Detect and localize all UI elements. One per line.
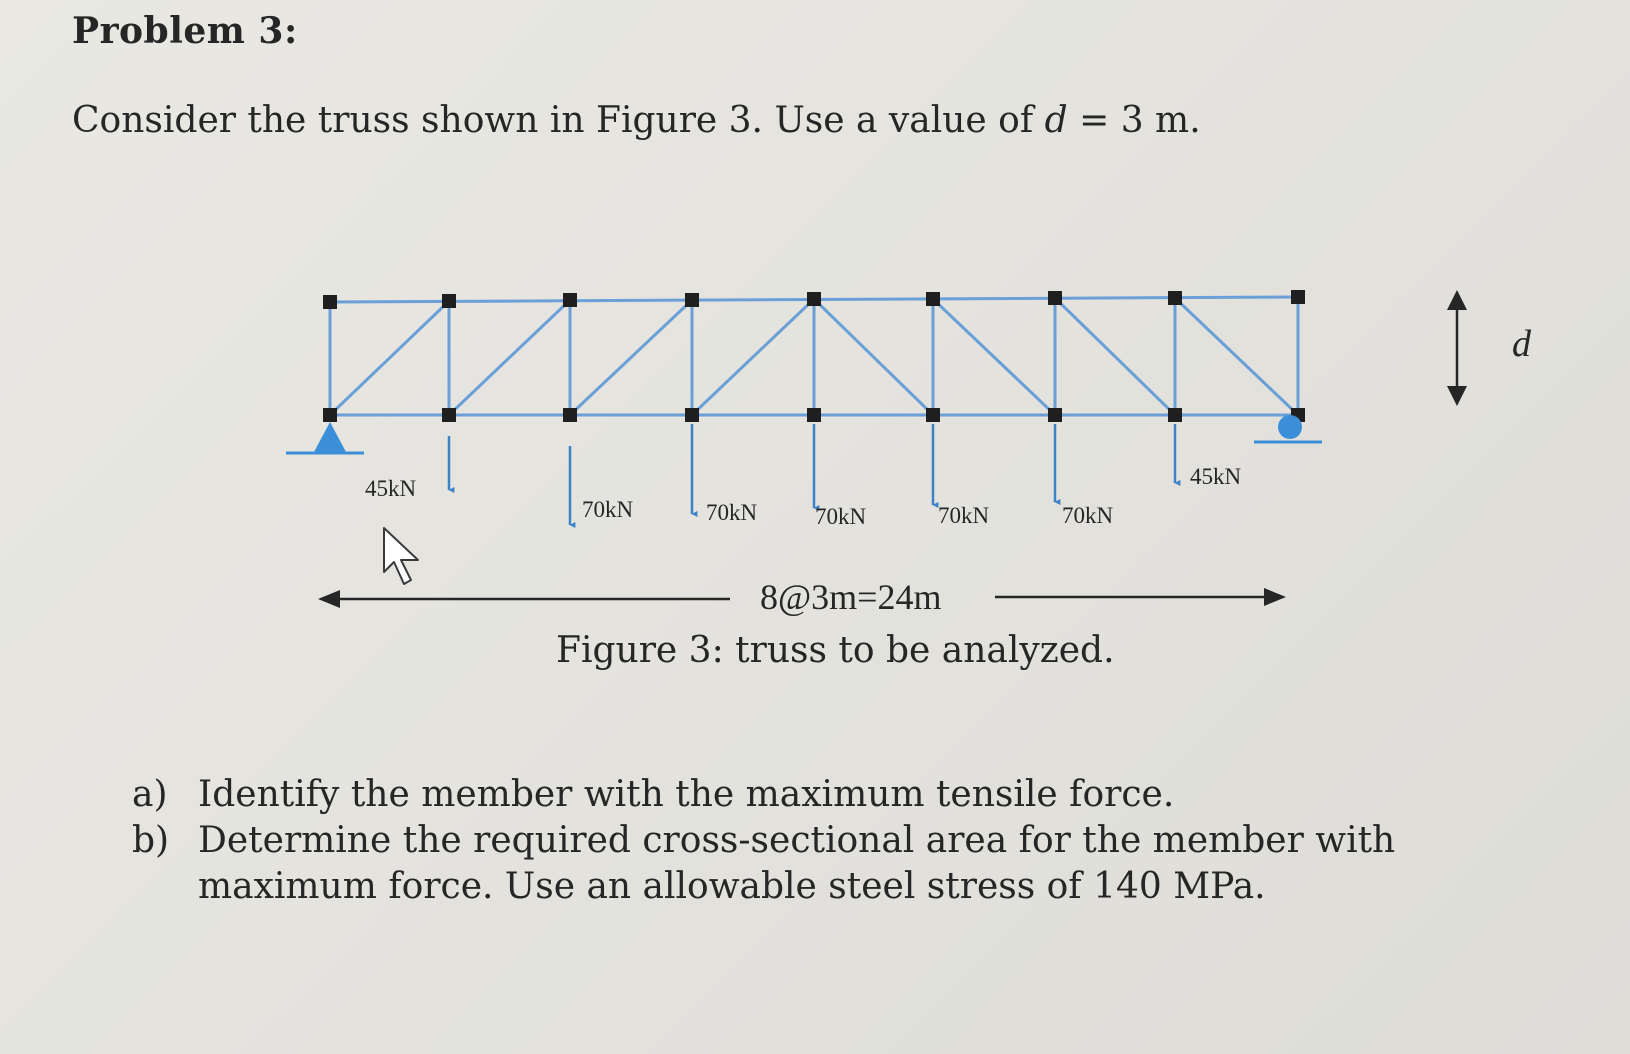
question-item [132,818,1572,910]
depth-arrowhead-up [1447,290,1467,310]
diagonal-member-3 [570,300,692,415]
top-node [1291,290,1305,304]
roller-support-wheel [1278,415,1302,439]
load-label: 70kN [1062,503,1114,528]
span-arrowhead-right [1264,588,1286,606]
diagonal-member-7 [1055,298,1175,415]
roller-support [1254,415,1322,442]
load-label: 70kN [938,503,990,528]
bottom-node [323,408,337,422]
top-node [1048,291,1062,305]
bottom-node [1168,408,1182,422]
diagonal-member-2 [449,300,570,415]
question-letter: a) [132,774,168,815]
bottom-node [442,408,456,422]
top-node [563,293,577,307]
top-node [1168,291,1182,305]
question-list [132,772,1572,910]
bottom-node [563,408,577,422]
figure-caption: Figure 3: truss to be analyzed. [556,630,1115,671]
load-labels [365,464,1242,529]
question-text: Identify the member with the maximum tensile force. [198,774,1175,815]
question-letter: b) [132,820,170,861]
intro-variable-d: d [1044,100,1068,141]
diagonal-member-8 [1175,298,1298,415]
pin-support [286,422,364,453]
depth-arrowhead-down [1447,386,1467,406]
question-item [132,772,1572,818]
top-node [323,295,337,309]
diagonal-member-5 [814,299,933,415]
intro-prefix: Consider the truss shown in Figure 3. Use a value of [72,100,1045,141]
top-node [442,294,456,308]
depth-dimension-arrow [1447,290,1467,406]
cursor-pointer-icon [384,528,418,584]
diagonal-member-1 [330,301,449,415]
bottom-node [1048,408,1062,422]
span-label: 8@3m=24m [760,577,942,617]
top-node [807,292,821,306]
diagonal-member-6 [933,299,1055,415]
load-label: 45kN [1190,464,1242,489]
bottom-node [926,408,940,422]
top-node [685,293,699,307]
problem-heading: Problem 3: [72,10,298,52]
load-label: 70kN [582,497,634,522]
pin-support-triangle [314,422,346,452]
bottom-node [807,408,821,422]
span-arrowhead-left [318,590,340,608]
load-label: 70kN [815,504,867,529]
top-node [926,292,940,306]
load-label: 45kN [365,476,417,501]
load-label: 70kN [706,500,758,525]
truss-members [330,297,1298,415]
bottom-node [685,408,699,422]
depth-label: d [1512,323,1531,365]
diagonal-member-4 [692,299,814,415]
question-text: Determine the required cross-sectional area for the member with maximum force. Use an allowable steel stress of 140 MPa. [198,820,1396,907]
intro-suffix: = 3 m. [1067,100,1201,141]
